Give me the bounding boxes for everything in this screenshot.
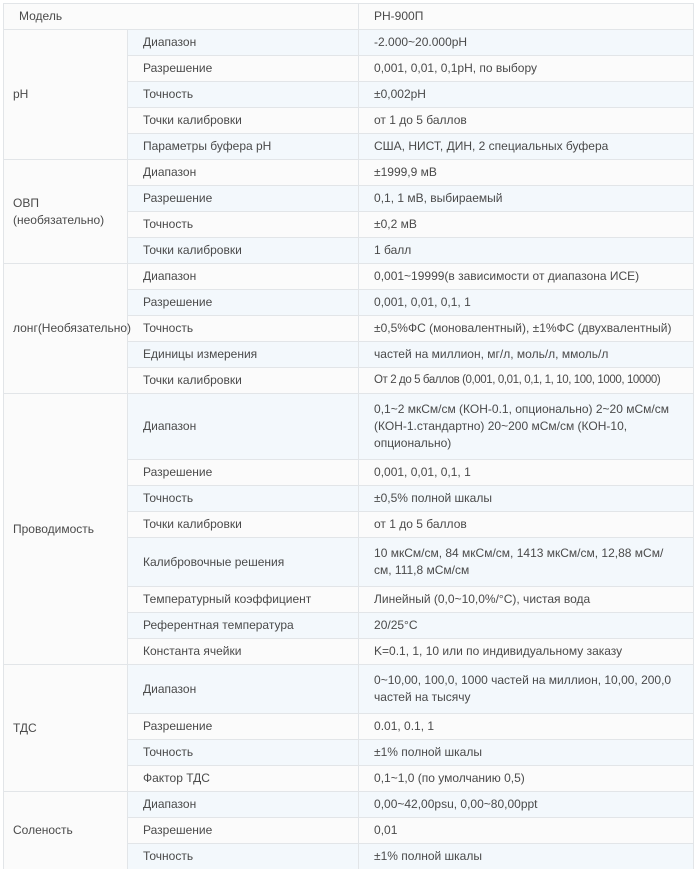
param-cell: Диапазон bbox=[128, 160, 359, 186]
value-cell: 0,1~1,0 (по умолчанию 0,5) bbox=[359, 766, 694, 792]
value-cell: 0,00~42,00psu, 0,00~80,00ppt bbox=[359, 792, 694, 818]
param-cell: Точность bbox=[128, 844, 359, 869]
value-cell: ±1999,9 мВ bbox=[359, 160, 694, 186]
category-cell: лонг(Необязательно) bbox=[4, 264, 128, 394]
value-cell: 0,01 bbox=[359, 818, 694, 844]
value-cell: ±0,2 мВ bbox=[359, 212, 694, 238]
value-cell: K=0.1, 1, 10 или по индивидуальному заказу bbox=[359, 639, 694, 665]
param-cell: Точки калибровки bbox=[128, 368, 359, 394]
param-cell: Точность bbox=[128, 82, 359, 108]
value-cell: 0,001, 0,01, 0,1pH, по выбору bbox=[359, 56, 694, 82]
spec-row bbox=[4, 30, 694, 56]
value-cell: 0,1~2 мкСм/см (КОН-0.1, опционально) 2~20 мСм/см (КОН-1.стандартно) 20~200 мСм/см (КОН-10, опционально) bbox=[359, 394, 694, 460]
value-cell: ±0,5%ФС (моновалентный), ±1%ФС (двухвалентный) bbox=[359, 316, 694, 342]
spec-row bbox=[4, 394, 694, 460]
value-cell: ±0,5% полной шкалы bbox=[359, 486, 694, 512]
model-row bbox=[4, 4, 694, 30]
value-cell: от 1 до 5 баллов bbox=[359, 512, 694, 538]
model-value: PH-900П bbox=[359, 4, 694, 30]
spec-row bbox=[4, 792, 694, 818]
category-cell: pH bbox=[4, 30, 128, 160]
value-cell: 1 балл bbox=[359, 238, 694, 264]
spec-table-body bbox=[4, 4, 694, 869]
value-cell: от 1 до 5 баллов bbox=[359, 108, 694, 134]
param-cell: Диапазон bbox=[128, 394, 359, 460]
category-cell: ОВП (необязательно) bbox=[4, 160, 128, 264]
param-cell: Точность bbox=[128, 316, 359, 342]
param-cell: Разрешение bbox=[128, 56, 359, 82]
value-cell: 0,001, 0,01, 0,1, 1 bbox=[359, 460, 694, 486]
param-cell: Разрешение bbox=[128, 714, 359, 740]
param-cell: Параметры буфера pH bbox=[128, 134, 359, 160]
value-cell: ±1% полной шкалы bbox=[359, 844, 694, 869]
param-cell: Точность bbox=[128, 486, 359, 512]
param-cell: Разрешение bbox=[128, 818, 359, 844]
param-cell: Константа ячейки bbox=[128, 639, 359, 665]
value-cell: США, НИСТ, ДИН, 2 специальных буфера bbox=[359, 134, 694, 160]
category-cell: ТДС bbox=[4, 665, 128, 792]
param-cell: Единицы измерения bbox=[128, 342, 359, 368]
model-label: Модель bbox=[4, 4, 359, 30]
value-cell: 0,001~19999(в зависимости от диапазона ИСЕ) bbox=[359, 264, 694, 290]
param-cell: Точки калибровки bbox=[128, 108, 359, 134]
param-cell: Точность bbox=[128, 740, 359, 766]
category-cell: Проводимость bbox=[4, 394, 128, 665]
value-cell: ±1% полной шкалы bbox=[359, 740, 694, 766]
value-cell: 0,1, 1 мВ, выбираемый bbox=[359, 186, 694, 212]
value-cell: 20/25°C bbox=[359, 613, 694, 639]
param-cell: Точность bbox=[128, 212, 359, 238]
param-cell: Диапазон bbox=[128, 792, 359, 818]
value-cell: Линейный (0,0~10,0%/°C), чистая вода bbox=[359, 587, 694, 613]
param-cell: Температурный коэффициент bbox=[128, 587, 359, 613]
value-cell: 10 мкСм/см, 84 мкСм/см, 1413 мкСм/см, 12,88 мСм/см, 111,8 мСм/см bbox=[359, 538, 694, 587]
param-cell: Разрешение bbox=[128, 290, 359, 316]
value-cell: От 2 до 5 баллов (0,001, 0,01, 0,1, 1, 10, 100, 1000, 10000) bbox=[359, 368, 694, 394]
param-cell: Точки калибровки bbox=[128, 512, 359, 538]
param-cell: Диапазон bbox=[128, 30, 359, 56]
param-cell: Точки калибровки bbox=[128, 238, 359, 264]
value-cell: 0.01, 0.1, 1 bbox=[359, 714, 694, 740]
param-cell: Калибровочные решения bbox=[128, 538, 359, 587]
spec-row bbox=[4, 665, 694, 714]
spec-row bbox=[4, 264, 694, 290]
param-cell: Диапазон bbox=[128, 665, 359, 714]
value-cell: ±0,002pH bbox=[359, 82, 694, 108]
param-cell: Фактор ТДС bbox=[128, 766, 359, 792]
spec-row bbox=[4, 160, 694, 186]
param-cell: Разрешение bbox=[128, 186, 359, 212]
category-cell: Соленость bbox=[4, 792, 128, 869]
spec-table bbox=[3, 3, 694, 869]
value-cell: 0,001, 0,01, 0,1, 1 bbox=[359, 290, 694, 316]
value-cell: 0~10,00, 100,0, 1000 частей на миллион, 10,00, 200,0 частей на тысячу bbox=[359, 665, 694, 714]
value-cell: частей на миллион, мг/л, моль/л, ммоль/л bbox=[359, 342, 694, 368]
param-cell: Диапазон bbox=[128, 264, 359, 290]
param-cell: Референтная температура bbox=[128, 613, 359, 639]
param-cell: Разрешение bbox=[128, 460, 359, 486]
value-cell: -2.000~20.000pH bbox=[359, 30, 694, 56]
